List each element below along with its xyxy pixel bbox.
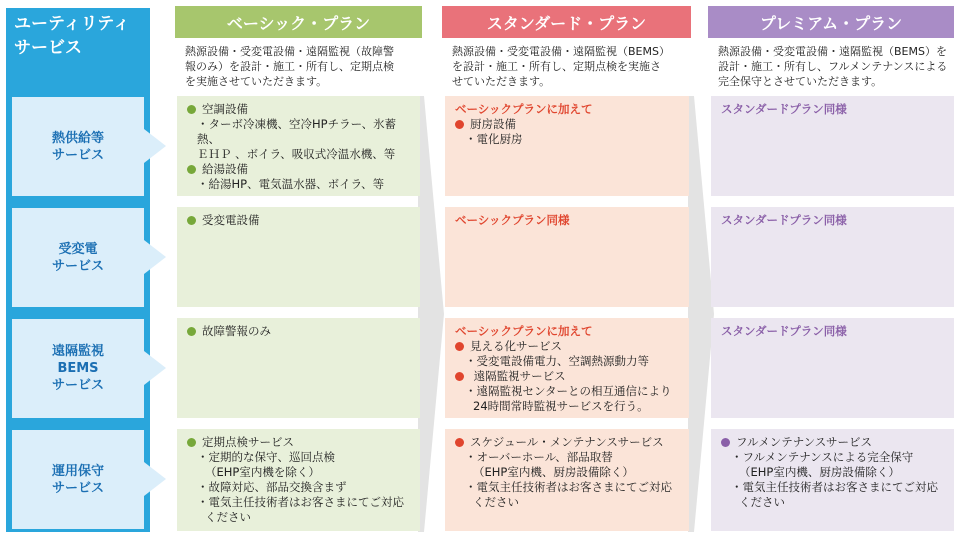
cell-bems-basic: 故障警報のみ	[177, 318, 420, 418]
bullet-icon	[187, 165, 196, 174]
service-power-receiving: 受変電 サービス	[12, 208, 144, 307]
row-arrow-bems	[144, 351, 166, 385]
bullet-icon	[187, 327, 196, 336]
bullet-icon	[455, 438, 464, 447]
bullet-icon	[455, 120, 464, 129]
row-arrow-heat	[144, 129, 166, 163]
plan-header-standard: スタンダード・プラン	[442, 6, 691, 38]
plan-desc-standard: 熱源設備・受変電設備・遠隔監視（BEMS） を設計・施工・所有し、定期点検を実施さ せていただきます。	[452, 45, 670, 88]
plan-desc-premium: 熱源設備・受変電設備・遠隔監視（BEMS）を 設計・施工・所有し、フルメンテナンスによる 完全保守とさせていただきます。	[718, 45, 948, 88]
cell-maint-premium: フルメンテナンスサービス ・フルメンテナンスによる完全保守 （EHP室内機、厨房設備除く） ・電気主任技術者はお客さまにてご対応 ください	[711, 429, 954, 531]
service-remote-bems: 遠隔監視 BEMS サービス	[12, 319, 144, 418]
cell-power-premium: スタンダードプラン同様	[711, 207, 954, 307]
row-arrow-maint	[144, 462, 166, 496]
cell-maint-standard: スケジュール・メンテナンスサービス ・オーバーホール、部品取替 （EHP室内機、厨房設備除く） ・電気主任技術者はお客さまにてご対応 ください	[445, 429, 689, 531]
row-arrow-power	[144, 240, 166, 274]
cell-power-basic: 受変電設備	[177, 207, 420, 307]
bullet-icon	[187, 105, 196, 114]
bullet-icon	[455, 372, 464, 381]
plan-desc-basic: 熱源設備・受変電設備・遠隔監視（故障警 報のみ）を設計・施工・所有し、定期点検 を実施させていただきます。	[185, 45, 394, 88]
service-maintenance: 運用保守 サービス	[12, 430, 144, 529]
bullet-icon	[721, 438, 730, 447]
cell-power-standard: ベーシックプラン同様	[445, 207, 689, 307]
plan-header-basic: ベーシック・プラン	[175, 6, 422, 38]
cell-heat-premium: スタンダードプラン同様	[711, 96, 954, 196]
service-heat-supply: 熱供給等 サービス	[12, 97, 144, 196]
bullet-icon	[455, 342, 464, 351]
service-column-title: ユーティリティ サービス	[14, 14, 130, 58]
bullet-icon	[187, 438, 196, 447]
cell-heat-standard: ベーシックプランに加えて 厨房設備 ・電化厨房	[445, 96, 689, 196]
bullet-icon	[187, 216, 196, 225]
cell-bems-premium: スタンダードプラン同様	[711, 318, 954, 418]
cell-bems-standard: ベーシックプランに加えて 見える化サービス ・受変電設備電力、空調熱源動力等 遠隔監視サービス ・遠隔監視センターとの相互通信により 24時間常時監視サービスを行う。	[445, 318, 689, 418]
plan-header-premium: プレミアム・プラン	[708, 6, 954, 38]
cell-maint-basic: 定期点検サービス ・定期的な保守、巡回点検 （EHP室内機を除く） ・故障対応、部品交換含まず ・電気主任技術者はお客さまにてご対応 ください	[177, 429, 420, 531]
cell-heat-basic: 空調設備 ・ターボ冷凍機、空冷HPチラー、氷蓄熱、 ＥＨＰ 、ボイラ、吸収式冷温水機、等 給湯設備 ・給湯HP、電気温水器、ボイラ、等	[177, 96, 420, 196]
plan-arrow-basic-to-standard	[418, 96, 448, 532]
